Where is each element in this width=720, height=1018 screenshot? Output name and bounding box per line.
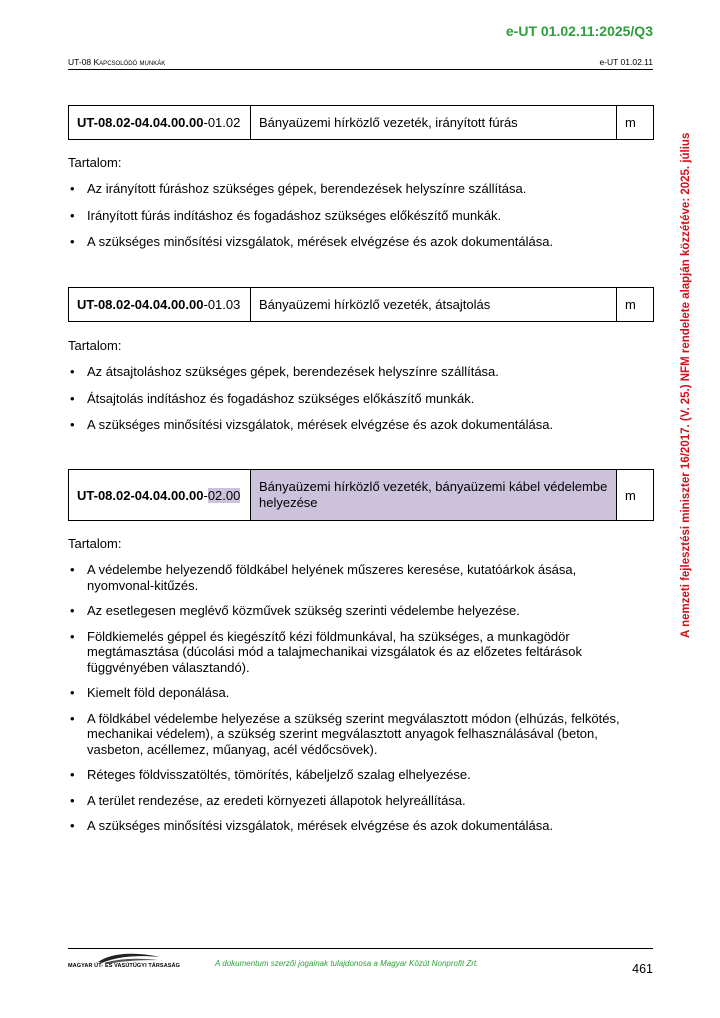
header-divider xyxy=(68,69,653,70)
content-label: Tartalom: xyxy=(68,338,122,353)
page-number: 461 xyxy=(632,962,653,976)
content-label: Tartalom: xyxy=(68,536,122,551)
item-code-suffix: -01.03 xyxy=(203,297,241,312)
header-section-prefix: UT-08 xyxy=(68,57,94,67)
list-item: • Réteges földvisszatöltés, tömörítés, kábeljelző szalag elhelyezése. xyxy=(68,767,628,783)
list-item: • A szükséges minősítési vizsgálatok, mérések elvégzése és azok dokumentálása. xyxy=(68,818,628,834)
item-description: Bányaüzemi hírközlő vezeték, átsajtolás xyxy=(251,288,617,322)
item-code xyxy=(69,470,251,521)
item-code-suffix: -01.02 xyxy=(203,115,241,130)
list-item: • Irányított fúrás indításhoz és fogadáshoz szükséges előkészítő munkák. xyxy=(68,208,628,224)
item-code xyxy=(69,288,251,322)
document-code: e-UT 01.02.11:2025/Q3 xyxy=(505,23,653,39)
side-publication-note: A nemzeti fejlesztési miniszter 16/2017. (V. 25.) NFM rendelete alapján közzétéve: 2025. július xyxy=(680,132,692,638)
list-item: • A szükséges minősítési vizsgálatok, mérések elvégzése és azok dokumentálása. xyxy=(68,234,628,250)
list-item: • A földkábel védelembe helyezése a szükség szerint megválasztott módon (elhúzás, felkötés, mechanikai védelem), a szükség szerint megválasztott anyagok felhasználásával (beton, vasbeton, acéllemez, műanyag, acél védőcsövek). xyxy=(68,711,628,758)
list-item: • Földkiemelés géppel és kiegészítő kézi földmunkával, ha szükséges, a munkagödör megtámasztása (dúcolási mód a talajmechanikai vizsgálatok és az előzetes feltárások függvényében választandó). xyxy=(68,629,628,676)
item-unit: m xyxy=(617,470,654,521)
list-item: • Az esetlegesen meglévő közművek szükség szerinti védelembe helyezése. xyxy=(68,603,628,619)
header-document-ref: e-UT 01.02.11 xyxy=(599,57,653,67)
content-list xyxy=(68,181,628,250)
item-code-table xyxy=(68,469,654,521)
list-item: • Az irányított fúráshoz szükséges gépek, berendezések helyszínre szállítása. xyxy=(68,181,628,197)
header-section-title xyxy=(68,57,165,67)
content-list xyxy=(68,364,628,433)
item-code-suffix-highlighted: 02.00 xyxy=(207,487,241,503)
item-code-table xyxy=(68,105,654,140)
item-description: Bányaüzemi hírközlő vezeték, bányaüzemi kábel védelembe helyezése xyxy=(251,470,617,521)
list-item: • Kiemelt föld deponálása. xyxy=(68,685,628,701)
work-item-02-00 xyxy=(68,469,654,849)
item-code xyxy=(69,106,251,140)
item-code-table xyxy=(68,287,654,322)
content-label: Tartalom: xyxy=(68,155,122,170)
list-item: • A védelembe helyezendő földkábel helyének műszeres keresése, kutatóárkok ásása, nyomvonal-kitűzés. xyxy=(68,562,628,593)
list-item: • Átsajtolás indításhoz és fogadáshoz szükséges előkászítő munkák. xyxy=(68,391,628,407)
company-logo-text: MAGYAR ÚT- ÉS VASÚTÜGYI TÁRSASÁG xyxy=(68,963,180,969)
item-code-dash: - xyxy=(203,487,208,503)
content-list xyxy=(68,562,628,834)
work-item-01-02 xyxy=(68,105,654,275)
item-description: Bányaüzemi hírközlő vezeték, irányított fúrás xyxy=(251,106,617,140)
list-item: • A terület rendezése, az eredeti környezeti állapotok helyreállítása. xyxy=(68,793,628,809)
header-section-name: Kapcsolódó munkák xyxy=(93,57,166,67)
item-unit: m xyxy=(617,288,654,322)
item-code-main: UT-08.02-04.04.00.00 xyxy=(77,115,204,130)
work-item-01-03 xyxy=(68,287,654,457)
copyright-note: A dokumentum szerzői jogainak tulajdonosa a Magyar Közút Nonprofit Zrt. xyxy=(215,959,479,968)
item-unit: m xyxy=(617,106,654,140)
footer-divider xyxy=(68,948,653,949)
item-code-main: UT-08.02-04.04.00.00 xyxy=(77,297,204,312)
item-code-main: UT-08.02-04.04.00.00 xyxy=(77,487,204,503)
list-item: • Az átsajtoláshoz szükséges gépek, berendezések helyszínre szállítása. xyxy=(68,364,628,380)
list-item: • A szükséges minősítési vizsgálatok, mérések elvégzése és azok dokumentálása. xyxy=(68,417,628,433)
